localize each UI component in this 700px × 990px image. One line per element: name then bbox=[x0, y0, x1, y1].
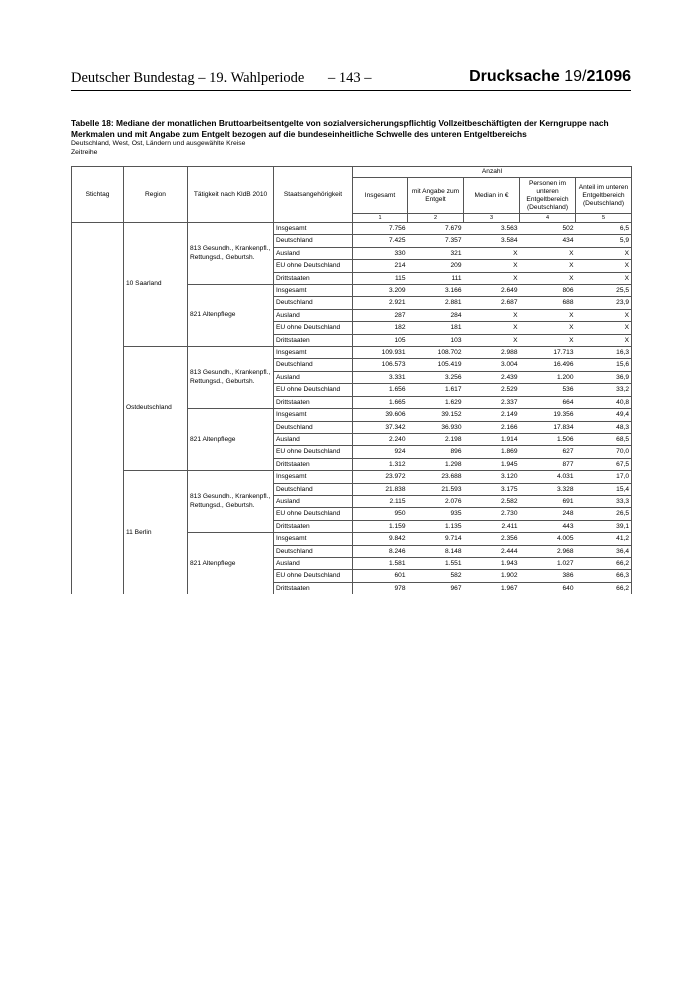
value-cell: 16.496 bbox=[520, 359, 576, 371]
value-cell: 209 bbox=[408, 260, 464, 272]
staatsangehoerigkeit-cell: Drittstaaten bbox=[274, 520, 353, 532]
value-cell: X bbox=[520, 272, 576, 284]
value-cell: 2.411 bbox=[464, 520, 520, 532]
value-cell: 67,5 bbox=[576, 458, 632, 470]
value-cell: 17.834 bbox=[520, 421, 576, 433]
region-cell: 11 Berlin bbox=[124, 471, 188, 595]
value-cell: 2.529 bbox=[464, 384, 520, 396]
staatsangehoerigkeit-cell: Deutschland bbox=[274, 359, 353, 371]
staatsangehoerigkeit-cell: EU ohne Deutschland bbox=[274, 570, 353, 582]
value-cell: 3.175 bbox=[464, 483, 520, 495]
value-cell: 181 bbox=[408, 322, 464, 334]
staatsangehoerigkeit-cell: Insgesamt bbox=[274, 347, 353, 359]
value-cell: X bbox=[520, 247, 576, 259]
staatsangehoerigkeit-cell: Drittstaaten bbox=[274, 396, 353, 408]
value-cell: X bbox=[576, 260, 632, 272]
value-cell: X bbox=[464, 322, 520, 334]
value-cell: X bbox=[520, 334, 576, 346]
value-cell: 2.582 bbox=[464, 495, 520, 507]
value-cell: 111 bbox=[408, 272, 464, 284]
value-cell: 877 bbox=[520, 458, 576, 470]
value-cell: 935 bbox=[408, 508, 464, 520]
value-cell: 1.914 bbox=[464, 433, 520, 445]
value-cell: 7.679 bbox=[408, 223, 464, 235]
value-cell: 105.419 bbox=[408, 359, 464, 371]
value-cell: 3.584 bbox=[464, 235, 520, 247]
value-cell: 4.005 bbox=[520, 533, 576, 545]
value-cell: 2.649 bbox=[464, 285, 520, 297]
value-cell: X bbox=[464, 272, 520, 284]
staatsangehoerigkeit-cell: Ausland bbox=[274, 371, 353, 383]
value-cell: 36.930 bbox=[408, 421, 464, 433]
staatsangehoerigkeit-cell: Drittstaaten bbox=[274, 334, 353, 346]
value-cell: 284 bbox=[408, 309, 464, 321]
staatsangehoerigkeit-cell: Ausland bbox=[274, 557, 353, 569]
value-cell: 3.004 bbox=[464, 359, 520, 371]
staatsangehoerigkeit-cell: EU ohne Deutschland bbox=[274, 322, 353, 334]
table-title: Tabelle 18: Mediane der monatlichen Bruttoarbeitsentgelte von sozialversicherungspflichtig Vollzeitbeschäftigten der Kerngruppe nach Merkmalen und mit Angabe zum Entgelt bezogen auf die bundeseinheitliche Schwelle des unteren Entgeltbereichs bbox=[71, 118, 609, 139]
value-cell: 1.902 bbox=[464, 570, 520, 582]
table-subtitle-timeseries: Zeitreihe bbox=[71, 149, 98, 156]
value-cell: 1.967 bbox=[464, 582, 520, 594]
value-cell: 443 bbox=[520, 520, 576, 532]
value-cell: 2.337 bbox=[464, 396, 520, 408]
value-cell: 688 bbox=[520, 297, 576, 309]
value-cell: 2.356 bbox=[464, 533, 520, 545]
value-cell: 978 bbox=[353, 582, 408, 594]
taetigkeit-cell: 821 Altenpflege bbox=[188, 285, 274, 347]
staatsangehoerigkeit-cell: Insgesamt bbox=[274, 471, 353, 483]
value-cell: 3.120 bbox=[464, 471, 520, 483]
value-cell: 502 bbox=[520, 223, 576, 235]
value-cell: 691 bbox=[520, 495, 576, 507]
value-cell: 70,0 bbox=[576, 446, 632, 458]
value-cell: 26,5 bbox=[576, 508, 632, 520]
value-cell: X bbox=[576, 247, 632, 259]
staatsangehoerigkeit-cell: EU ohne Deutschland bbox=[274, 260, 353, 272]
value-cell: 66,3 bbox=[576, 570, 632, 582]
value-cell: 1.312 bbox=[353, 458, 408, 470]
value-cell: 1.945 bbox=[464, 458, 520, 470]
value-cell: 582 bbox=[408, 570, 464, 582]
staatsangehoerigkeit-cell: Deutschland bbox=[274, 297, 353, 309]
value-cell: 2.988 bbox=[464, 347, 520, 359]
value-cell: 9.842 bbox=[353, 533, 408, 545]
col-anzahl: Anzahl bbox=[353, 167, 632, 178]
col-number-2: 2 bbox=[408, 214, 464, 223]
col-mit-angabe: mit Angabe zum Entgelt bbox=[408, 178, 464, 214]
value-cell: 434 bbox=[520, 235, 576, 247]
value-cell: 1.869 bbox=[464, 446, 520, 458]
value-cell: 3.209 bbox=[353, 285, 408, 297]
value-cell: X bbox=[576, 322, 632, 334]
col-insgesamt: Insgesamt bbox=[353, 178, 408, 214]
value-cell: 37.342 bbox=[353, 421, 408, 433]
value-cell: 9.714 bbox=[408, 533, 464, 545]
header-rule bbox=[71, 90, 631, 91]
value-cell: 5,9 bbox=[576, 235, 632, 247]
value-cell: 25,5 bbox=[576, 285, 632, 297]
col-stichtag: Stichtag bbox=[72, 167, 124, 223]
value-cell: 386 bbox=[520, 570, 576, 582]
value-cell: 2.439 bbox=[464, 371, 520, 383]
value-cell: 36,4 bbox=[576, 545, 632, 557]
value-cell: 1.200 bbox=[520, 371, 576, 383]
table-body bbox=[72, 223, 632, 595]
value-cell: 16,3 bbox=[576, 347, 632, 359]
value-cell: 896 bbox=[408, 446, 464, 458]
value-cell: 33,2 bbox=[576, 384, 632, 396]
value-cell: 1.506 bbox=[520, 433, 576, 445]
value-cell: 15,6 bbox=[576, 359, 632, 371]
staatsangehoerigkeit-cell: Deutschland bbox=[274, 235, 353, 247]
taetigkeit-cell: 821 Altenpflege bbox=[188, 409, 274, 471]
staatsangehoerigkeit-cell: Drittstaaten bbox=[274, 582, 353, 594]
staatsangehoerigkeit-cell: Insgesamt bbox=[274, 223, 353, 235]
value-cell: 2.149 bbox=[464, 409, 520, 421]
value-cell: 17,0 bbox=[576, 471, 632, 483]
value-cell: 3.563 bbox=[464, 223, 520, 235]
staatsangehoerigkeit-cell: Deutschland bbox=[274, 545, 353, 557]
value-cell: 287 bbox=[353, 309, 408, 321]
value-cell: 2.881 bbox=[408, 297, 464, 309]
value-cell: 40,8 bbox=[576, 396, 632, 408]
value-cell: 1.629 bbox=[408, 396, 464, 408]
staatsangehoerigkeit-cell: Insgesamt bbox=[274, 285, 353, 297]
value-cell: 21.838 bbox=[353, 483, 408, 495]
value-cell: 182 bbox=[353, 322, 408, 334]
value-cell: 330 bbox=[353, 247, 408, 259]
value-cell: 2.076 bbox=[408, 495, 464, 507]
value-cell: 806 bbox=[520, 285, 576, 297]
col-staatsangehoerigkeit: Staatsangehörigkeit bbox=[274, 167, 353, 223]
col-personen-unterer-bereich: Personen im unteren Entgeltbereich (Deutschland) bbox=[520, 178, 576, 214]
table-row bbox=[72, 223, 632, 235]
value-cell: 4.031 bbox=[520, 471, 576, 483]
value-cell: 2.115 bbox=[353, 495, 408, 507]
col-number-1: 1 bbox=[353, 214, 408, 223]
value-cell: 2.240 bbox=[353, 433, 408, 445]
value-cell: 66,2 bbox=[576, 582, 632, 594]
value-cell: 21.593 bbox=[408, 483, 464, 495]
value-cell: 1.656 bbox=[353, 384, 408, 396]
value-cell: 2.687 bbox=[464, 297, 520, 309]
col-number-5: 5 bbox=[576, 214, 632, 223]
value-cell: 17.713 bbox=[520, 347, 576, 359]
staatsangehoerigkeit-cell: Ausland bbox=[274, 433, 353, 445]
value-cell: X bbox=[464, 334, 520, 346]
value-cell: 68,5 bbox=[576, 433, 632, 445]
value-cell: X bbox=[576, 334, 632, 346]
value-cell: 2.921 bbox=[353, 297, 408, 309]
taetigkeit-cell: 821 Altenpflege bbox=[188, 533, 274, 595]
value-cell: 105 bbox=[353, 334, 408, 346]
value-cell: 108.702 bbox=[408, 347, 464, 359]
value-cell: 321 bbox=[408, 247, 464, 259]
col-anteil-unterer-bereich: Anteil im unteren Entgeltbereich (Deutschland) bbox=[576, 178, 632, 214]
staatsangehoerigkeit-cell: Deutschland bbox=[274, 421, 353, 433]
value-cell: 1.135 bbox=[408, 520, 464, 532]
value-cell: 664 bbox=[520, 396, 576, 408]
value-cell: 2.968 bbox=[520, 545, 576, 557]
value-cell: 23,9 bbox=[576, 297, 632, 309]
header-document-number: Drucksache 19/21096 bbox=[469, 68, 631, 85]
value-cell: 3.328 bbox=[520, 483, 576, 495]
value-cell: 627 bbox=[520, 446, 576, 458]
taetigkeit-cell: 813 Gesundh., Krankenpfl., Rettungsd., Geburtsh. bbox=[188, 223, 274, 285]
staatsangehoerigkeit-cell: Drittstaaten bbox=[274, 272, 353, 284]
staatsangehoerigkeit-cell: EU ohne Deutschland bbox=[274, 384, 353, 396]
value-cell: 23.972 bbox=[353, 471, 408, 483]
value-cell: 33,3 bbox=[576, 495, 632, 507]
col-number-4: 4 bbox=[520, 214, 576, 223]
staatsangehoerigkeit-cell: Insgesamt bbox=[274, 409, 353, 421]
value-cell: 8.246 bbox=[353, 545, 408, 557]
header-page-number: – 143 – bbox=[328, 70, 372, 86]
value-cell: 41,2 bbox=[576, 533, 632, 545]
staatsangehoerigkeit-cell: EU ohne Deutschland bbox=[274, 446, 353, 458]
value-cell: 214 bbox=[353, 260, 408, 272]
value-cell: 2.730 bbox=[464, 508, 520, 520]
value-cell: X bbox=[520, 260, 576, 272]
data-table bbox=[71, 166, 632, 594]
value-cell: 106.573 bbox=[353, 359, 408, 371]
value-cell: 1.551 bbox=[408, 557, 464, 569]
value-cell: 924 bbox=[353, 446, 408, 458]
value-cell: 640 bbox=[520, 582, 576, 594]
value-cell: 6,5 bbox=[576, 223, 632, 235]
value-cell: 1.943 bbox=[464, 557, 520, 569]
page-header bbox=[71, 70, 631, 92]
stichtag-cell bbox=[72, 223, 124, 595]
value-cell: 536 bbox=[520, 384, 576, 396]
value-cell: 248 bbox=[520, 508, 576, 520]
value-cell: 23.688 bbox=[408, 471, 464, 483]
value-cell: 7.425 bbox=[353, 235, 408, 247]
value-cell: 3.331 bbox=[353, 371, 408, 383]
value-cell: X bbox=[464, 247, 520, 259]
region-cell: Ostdeutschland bbox=[124, 347, 188, 471]
staatsangehoerigkeit-cell: Drittstaaten bbox=[274, 458, 353, 470]
value-cell: X bbox=[520, 309, 576, 321]
value-cell: 49,4 bbox=[576, 409, 632, 421]
value-cell: 7.357 bbox=[408, 235, 464, 247]
value-cell: 7.756 bbox=[353, 223, 408, 235]
value-cell: 39,1 bbox=[576, 520, 632, 532]
taetigkeit-cell: 813 Gesundh., Krankenpfl., Rettungsd., Geburtsh. bbox=[188, 471, 274, 533]
value-cell: 967 bbox=[408, 582, 464, 594]
value-cell: 39.152 bbox=[408, 409, 464, 421]
value-cell: 109.931 bbox=[353, 347, 408, 359]
value-cell: 3.256 bbox=[408, 371, 464, 383]
col-number-3: 3 bbox=[464, 214, 520, 223]
value-cell: 950 bbox=[353, 508, 408, 520]
header-publication: Deutscher Bundestag – 19. Wahlperiode bbox=[71, 70, 305, 86]
value-cell: 39.606 bbox=[353, 409, 408, 421]
value-cell: 2.444 bbox=[464, 545, 520, 557]
value-cell: 1.581 bbox=[353, 557, 408, 569]
staatsangehoerigkeit-cell: Deutschland bbox=[274, 483, 353, 495]
value-cell: 2.198 bbox=[408, 433, 464, 445]
col-taetigkeit: Tätigkeit nach KldB 2010 bbox=[188, 167, 274, 223]
value-cell: 15,4 bbox=[576, 483, 632, 495]
value-cell: 115 bbox=[353, 272, 408, 284]
value-cell: 1.159 bbox=[353, 520, 408, 532]
col-median: Median in € bbox=[464, 178, 520, 214]
value-cell: 3.166 bbox=[408, 285, 464, 297]
col-region: Region bbox=[124, 167, 188, 223]
value-cell: 1.617 bbox=[408, 384, 464, 396]
value-cell: 2.166 bbox=[464, 421, 520, 433]
value-cell: X bbox=[520, 322, 576, 334]
value-cell: 1.298 bbox=[408, 458, 464, 470]
value-cell: X bbox=[576, 272, 632, 284]
value-cell: 601 bbox=[353, 570, 408, 582]
value-cell: 103 bbox=[408, 334, 464, 346]
value-cell: X bbox=[464, 309, 520, 321]
table-row bbox=[72, 471, 632, 483]
value-cell: 1.665 bbox=[353, 396, 408, 408]
staatsangehoerigkeit-cell: Ausland bbox=[274, 247, 353, 259]
taetigkeit-cell: 813 Gesundh., Krankenpfl., Rettungsd., Geburtsh. bbox=[188, 347, 274, 409]
value-cell: 1.027 bbox=[520, 557, 576, 569]
table-subtitle: Deutschland, West, Ost, Ländern und ausgewählte Kreise bbox=[71, 140, 246, 147]
staatsangehoerigkeit-cell: Insgesamt bbox=[274, 533, 353, 545]
staatsangehoerigkeit-cell: Ausland bbox=[274, 309, 353, 321]
value-cell: 36,9 bbox=[576, 371, 632, 383]
value-cell: X bbox=[464, 260, 520, 272]
staatsangehoerigkeit-cell: Ausland bbox=[274, 495, 353, 507]
value-cell: 19.356 bbox=[520, 409, 576, 421]
value-cell: 66,2 bbox=[576, 557, 632, 569]
value-cell: 8.148 bbox=[408, 545, 464, 557]
region-cell: 10 Saarland bbox=[124, 223, 188, 347]
value-cell: X bbox=[576, 309, 632, 321]
table-row bbox=[72, 347, 632, 359]
staatsangehoerigkeit-cell: EU ohne Deutschland bbox=[274, 508, 353, 520]
value-cell: 48,3 bbox=[576, 421, 632, 433]
